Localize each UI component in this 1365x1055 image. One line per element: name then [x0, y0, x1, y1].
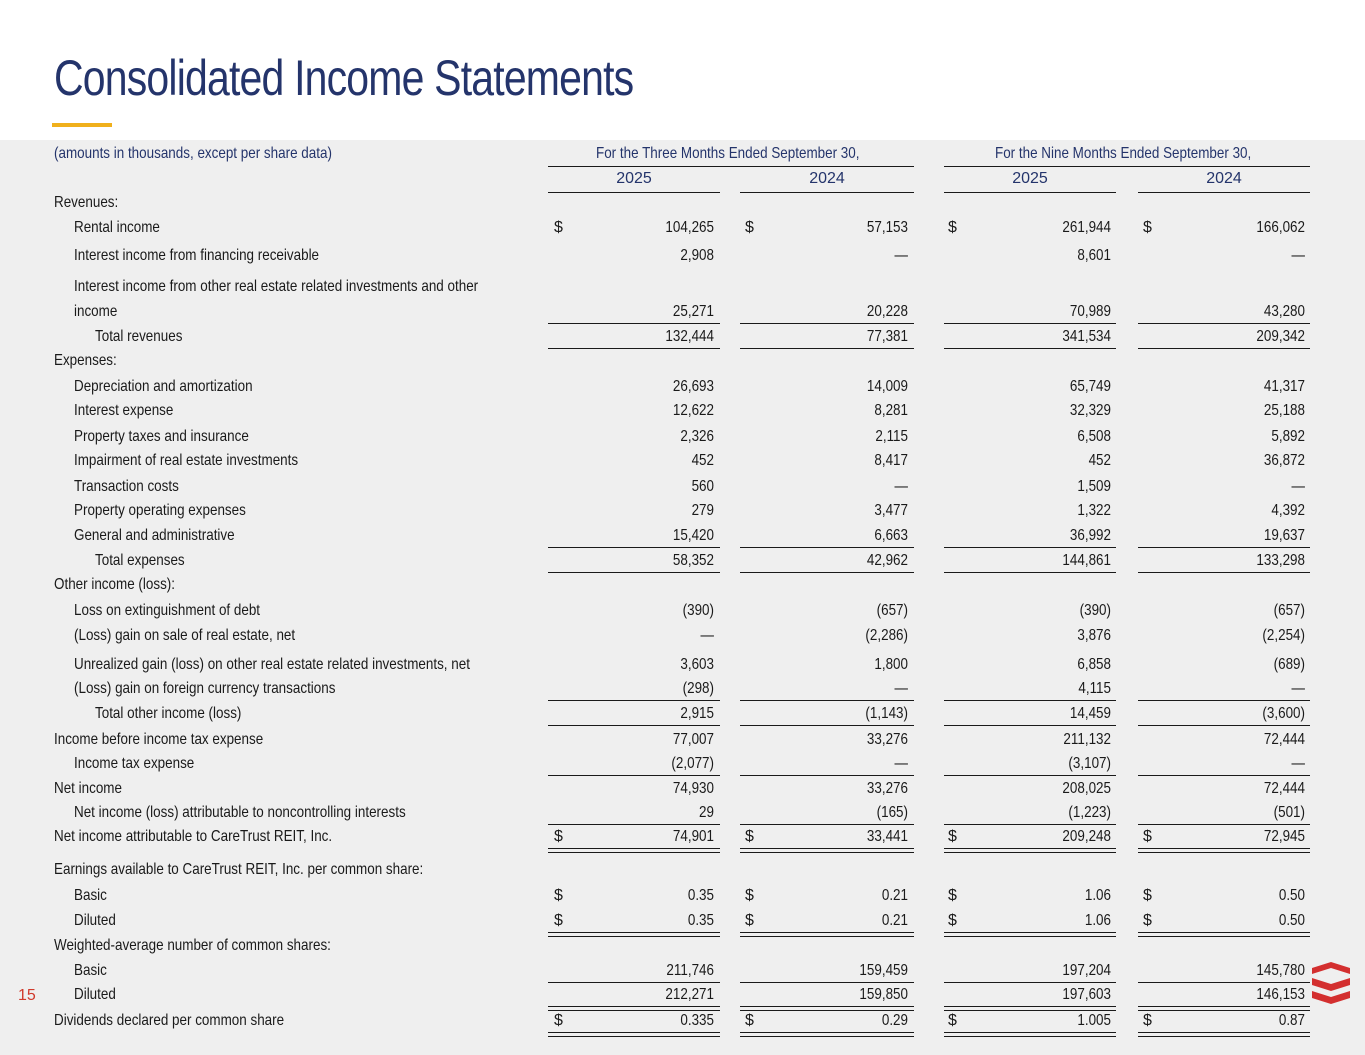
cell-value: 3,477: [874, 502, 908, 519]
cell-value: 2,115: [875, 428, 908, 445]
cell-value: —: [894, 247, 908, 264]
underline: [944, 775, 1116, 776]
table-row: [0, 550, 1365, 572]
double-underline: [944, 1006, 1116, 1011]
year-col-2: 2024: [809, 170, 845, 187]
cell-value: 166,062: [1256, 219, 1305, 236]
cell-value: 12,622: [672, 402, 714, 419]
double-underline: [1138, 1032, 1310, 1037]
cell-value: 208,025: [1062, 780, 1111, 797]
table-row: [0, 600, 1365, 622]
row-label-property-operating-expenses: Property operating expenses: [74, 502, 246, 519]
cell-value: 209,342: [1256, 328, 1305, 345]
underline: [1138, 775, 1310, 776]
cell-value: (3,600): [1262, 705, 1305, 722]
cell-value: 3,603: [680, 656, 714, 673]
cell-value: 197,603: [1062, 986, 1111, 1003]
cell-value: 8,601: [1077, 247, 1111, 264]
cell-value: (689): [1273, 656, 1305, 673]
cell-value: 1,509: [1077, 478, 1111, 495]
table-row: [0, 426, 1365, 448]
table-row: [0, 350, 1365, 372]
cell-value: 57,153: [866, 219, 908, 236]
table-row: [0, 245, 1365, 267]
cell-value: 133,298: [1256, 552, 1305, 569]
cell-value: 25,271: [672, 303, 714, 320]
cell-value: 74,901: [672, 828, 714, 845]
table-row: [0, 276, 1365, 298]
row-label-total-other-income-loss: Total other income (loss): [95, 705, 242, 722]
row-label-interest-expense: Interest expense: [74, 402, 174, 419]
cell-value: 19,637: [1263, 527, 1305, 544]
underline: [548, 824, 720, 825]
cell-value: 2,326: [680, 428, 714, 445]
title-accent-bar: [52, 123, 112, 127]
cell-value: 3,876: [1077, 627, 1111, 644]
cell-value: 36,872: [1263, 452, 1305, 469]
table-row: [0, 574, 1365, 596]
cell-value: (2,286): [865, 627, 908, 644]
currency-symbol: $: [554, 887, 563, 904]
row-label-other-income-loss: Other income (loss):: [54, 576, 175, 593]
row-label-impairment-of-real-estate-investments: Impairment of real estate investments: [74, 452, 299, 469]
cell-value: —: [894, 680, 908, 697]
row-label-dividends-declared-per-common-share: Dividends declared per common share: [54, 1012, 285, 1029]
underline: [548, 700, 720, 701]
cell-value: 1.06: [1084, 912, 1111, 929]
cell-value: 0.21: [881, 912, 908, 929]
underline: [944, 725, 1116, 726]
row-label-total-revenues: Total revenues: [95, 328, 183, 345]
double-underline: [1138, 1006, 1310, 1011]
double-underline: [944, 848, 1116, 853]
double-underline: [740, 1006, 914, 1011]
cell-value: 26,693: [672, 378, 714, 395]
row-label-revenues: Revenues:: [54, 194, 119, 211]
cell-value: 1,322: [1077, 502, 1111, 519]
row-label-general-and-administrative: General and administrative: [74, 527, 235, 544]
table-row: [0, 885, 1365, 907]
underline: [548, 348, 720, 349]
cell-value: 341,534: [1062, 328, 1111, 345]
cell-value: 33,276: [866, 731, 908, 748]
underline: [548, 547, 720, 548]
underline: [944, 824, 1116, 825]
row-label-expenses: Expenses:: [54, 352, 117, 369]
cell-value: —: [1291, 680, 1305, 697]
underline: [740, 700, 914, 701]
cell-value: 212,271: [665, 986, 714, 1003]
cell-value: (501): [1273, 804, 1305, 821]
underline: [944, 700, 1116, 701]
table-row: [0, 500, 1365, 522]
underline: [548, 572, 720, 573]
table-row: [0, 376, 1365, 398]
cell-value: (390): [1079, 602, 1111, 619]
underline: [1138, 700, 1310, 701]
currency-symbol: $: [745, 887, 754, 904]
cell-value: 14,009: [866, 378, 908, 395]
cell-value: 146,153: [1256, 986, 1305, 1003]
currency-symbol: $: [948, 1012, 957, 1029]
cell-value: 33,276: [866, 780, 908, 797]
table-row: [0, 826, 1365, 848]
underline: [740, 547, 914, 548]
units-note: (amounts in thousands, except per share data): [54, 145, 332, 162]
row-label-interest-income-from-financing-receivable: Interest income from financing receivable: [74, 247, 320, 264]
period-nine-months: For the Nine Months Ended September 30,: [995, 145, 1252, 162]
cell-value: 132,444: [665, 328, 714, 345]
cell-value: 452: [691, 452, 714, 469]
cell-value: —: [894, 755, 908, 772]
cell-value: —: [1291, 478, 1305, 495]
double-underline: [548, 848, 720, 853]
currency-symbol: $: [554, 1012, 563, 1029]
table-row: [0, 753, 1365, 775]
double-underline: [740, 932, 914, 937]
row-label-income: income: [74, 303, 118, 320]
row-label-loss-gain-on-foreign-currency-transactions: (Loss) gain on foreign currency transactions: [74, 680, 336, 697]
cell-value: 1.06: [1084, 887, 1111, 904]
double-underline: [548, 932, 720, 937]
table-row: [0, 935, 1365, 957]
table-row: [0, 654, 1365, 676]
cell-value: (390): [682, 602, 714, 619]
currency-symbol: $: [745, 828, 754, 845]
underline: [548, 323, 720, 324]
cell-value: —: [1291, 247, 1305, 264]
row-label-loss-gain-on-sale-of-real-estate-net: (Loss) gain on sale of real estate, net: [74, 627, 296, 644]
cell-value: —: [1291, 755, 1305, 772]
cell-value: 0.50: [1278, 887, 1305, 904]
currency-symbol: $: [745, 1012, 754, 1029]
table-row: [0, 450, 1365, 472]
row-label-basic: Basic: [74, 962, 107, 979]
cell-value: 72,945: [1263, 828, 1305, 845]
underline: [1138, 348, 1310, 349]
cell-value: 72,444: [1263, 780, 1305, 797]
currency-symbol: $: [1143, 887, 1152, 904]
underline: [1138, 725, 1310, 726]
cell-value: 6,858: [1077, 656, 1111, 673]
currency-symbol: $: [554, 828, 563, 845]
cell-value: 77,381: [866, 328, 908, 345]
cell-value: 0.21: [881, 887, 908, 904]
row-label-net-income-attributable-to-caretrust-reit-inc: Net income attributable to CareTrust REIT, Inc.: [54, 828, 333, 845]
cell-value: 0.35: [687, 887, 714, 904]
underline: [944, 323, 1116, 324]
double-underline: [548, 1006, 720, 1011]
cell-value: (298): [682, 680, 714, 697]
cell-value: 58,352: [672, 552, 714, 569]
cell-value: 6,508: [1077, 428, 1111, 445]
cell-value: 159,459: [859, 962, 908, 979]
table-row: [0, 192, 1365, 214]
underline: [548, 775, 720, 776]
row-label-depreciation-and-amortization: Depreciation and amortization: [74, 378, 253, 395]
cell-value: (657): [876, 602, 908, 619]
cell-value: 279: [691, 502, 714, 519]
cell-value: 0.50: [1278, 912, 1305, 929]
underline: [1138, 547, 1310, 548]
currency-symbol: $: [948, 828, 957, 845]
underline: [740, 572, 914, 573]
underline: [548, 982, 720, 983]
double-underline: [944, 932, 1116, 937]
cell-value: (1,143): [865, 705, 908, 722]
table-row: [0, 525, 1365, 547]
table-row: [0, 301, 1365, 323]
table-row: [0, 400, 1365, 422]
underline: [740, 348, 914, 349]
cell-value: 144,861: [1062, 552, 1111, 569]
cell-value: 65,749: [1069, 378, 1111, 395]
underline: [1138, 824, 1310, 825]
underline: [740, 824, 914, 825]
cell-value: 1,800: [874, 656, 908, 673]
cell-value: 0.335: [680, 1012, 714, 1029]
cell-value: 14,459: [1069, 705, 1111, 722]
currency-symbol: $: [745, 912, 754, 929]
cell-value: 2,915: [680, 705, 714, 722]
currency-symbol: $: [1143, 828, 1152, 845]
double-underline: [740, 848, 914, 853]
row-label-rental-income: Rental income: [74, 219, 160, 236]
cell-value: (1,223): [1068, 804, 1111, 821]
underline: [944, 572, 1116, 573]
cell-value: 209,248: [1062, 828, 1111, 845]
cell-value: (3,107): [1068, 755, 1111, 772]
period-three-underline: [548, 166, 914, 167]
row-label-net-income-loss-attributable-to-noncontrolling-interests: Net income (loss) attributable to noncontrolling interests: [74, 804, 406, 821]
cell-value: (2,077): [671, 755, 714, 772]
cell-value: 211,746: [666, 962, 714, 979]
cell-value: 4,115: [1078, 680, 1111, 697]
currency-symbol: $: [554, 219, 563, 236]
underline: [944, 348, 1116, 349]
table-row: [0, 859, 1365, 881]
table-header-years: [0, 168, 1365, 190]
row-label-income-tax-expense: Income tax expense: [74, 755, 195, 772]
cell-value: 0.87: [1278, 1012, 1305, 1029]
cell-value: 77,007: [672, 731, 714, 748]
cell-value: 41,317: [1263, 378, 1305, 395]
underline: [740, 725, 914, 726]
currency-symbol: $: [745, 219, 754, 236]
row-label-earnings-available-to-caretrust-reit-inc-per-common-share: Earnings available to CareTrust REIT, Inc. per common share:: [54, 861, 424, 878]
underline: [944, 547, 1116, 548]
currency-symbol: $: [1143, 912, 1152, 929]
cell-value: 6,663: [874, 527, 908, 544]
row-label-weighted-average-number-of-common-shares: Weighted-average number of common shares:: [54, 937, 331, 954]
table-row: [0, 802, 1365, 824]
table-row: [0, 778, 1365, 800]
row-label-transaction-costs: Transaction costs: [74, 478, 179, 495]
table-row: [0, 910, 1365, 932]
cell-value: 5,892: [1271, 428, 1305, 445]
cell-value: 560: [691, 478, 714, 495]
company-logo-icon: [1310, 962, 1352, 1008]
cell-value: —: [894, 478, 908, 495]
underline: [1138, 323, 1310, 324]
underline: [548, 725, 720, 726]
currency-symbol: $: [1143, 219, 1152, 236]
year-col-3: 2025: [1012, 170, 1048, 187]
row-label-property-taxes-and-insurance: Property taxes and insurance: [74, 428, 249, 445]
row-label-unrealized-gain-loss-on-other-real-estate-related-investments-net: Unrealized gain (loss) on other real estate related investments, net: [74, 656, 470, 673]
period-nine-underline: [944, 166, 1310, 167]
row-label-basic: Basic: [74, 887, 107, 904]
page-title: Consolidated Income Statements: [54, 50, 634, 106]
row-label-total-expenses: Total expenses: [95, 552, 185, 569]
cell-value: 29: [699, 804, 714, 821]
table-row: [0, 326, 1365, 348]
cell-value: —: [700, 627, 714, 644]
table-row: [0, 678, 1365, 700]
double-underline: [1138, 932, 1310, 937]
underline: [740, 982, 914, 983]
table-row: [0, 625, 1365, 647]
double-underline: [1138, 848, 1310, 853]
cell-value: (657): [1273, 602, 1305, 619]
underline: [1138, 982, 1310, 983]
cell-value: 15,420: [672, 527, 714, 544]
cell-value: 0.29: [881, 1012, 908, 1029]
cell-value: 32,329: [1069, 402, 1111, 419]
double-underline: [548, 1032, 720, 1037]
cell-value: 261,944: [1062, 219, 1111, 236]
cell-value: 74,930: [672, 780, 714, 797]
table-row: [0, 1010, 1365, 1032]
cell-value: 25,188: [1263, 402, 1305, 419]
cell-value: 20,228: [866, 303, 908, 320]
cell-value: 8,281: [874, 402, 908, 419]
cell-value: 43,280: [1263, 303, 1305, 320]
cell-value: 72,444: [1263, 731, 1305, 748]
double-underline: [740, 1032, 914, 1037]
cell-value: 145,780: [1256, 962, 1305, 979]
currency-symbol: $: [948, 219, 957, 236]
cell-value: 42,962: [866, 552, 908, 569]
cell-value: 197,204: [1062, 962, 1111, 979]
cell-value: 8,417: [874, 452, 908, 469]
cell-value: 211,132: [1063, 731, 1111, 748]
underline: [740, 323, 914, 324]
currency-symbol: $: [554, 912, 563, 929]
row-label-loss-on-extinguishment-of-debt: Loss on extinguishment of debt: [74, 602, 261, 619]
cell-value: (2,254): [1262, 627, 1305, 644]
currency-symbol: $: [948, 887, 957, 904]
cell-value: 452: [1088, 452, 1111, 469]
table-row: [0, 984, 1365, 1006]
currency-symbol: $: [1143, 1012, 1152, 1029]
cell-value: 1.005: [1077, 1012, 1111, 1029]
underline: [740, 775, 914, 776]
table-row: [0, 217, 1365, 239]
row-label-income-before-income-tax-expense: Income before income tax expense: [54, 731, 264, 748]
table-row: [0, 476, 1365, 498]
currency-symbol: $: [948, 912, 957, 929]
row-label-interest-income-from-other-real-estate-related-investments-and-other: Interest income from other real estate related investments and other: [74, 278, 479, 295]
double-underline: [944, 1032, 1116, 1037]
year-col-4: 2024: [1206, 170, 1242, 187]
cell-value: 0.35: [687, 912, 714, 929]
cell-value: 2,908: [680, 247, 714, 264]
table-row: [0, 729, 1365, 751]
row-label-net-income: Net income: [54, 780, 122, 797]
cell-value: 70,989: [1069, 303, 1111, 320]
table-row: [0, 960, 1365, 982]
underline: [1138, 572, 1310, 573]
cell-value: 159,850: [859, 986, 908, 1003]
cell-value: (165): [876, 804, 908, 821]
cell-value: 36,992: [1069, 527, 1111, 544]
period-three-months: For the Three Months Ended September 30,: [596, 145, 860, 162]
table-row: [0, 703, 1365, 725]
row-label-diluted: Diluted: [74, 986, 116, 1003]
year-col-1: 2025: [616, 170, 652, 187]
table-header-periods: [0, 143, 1365, 165]
cell-value: 33,441: [866, 828, 908, 845]
page-number: 15: [18, 987, 36, 1004]
cell-value: 4,392: [1271, 502, 1305, 519]
underline: [944, 982, 1116, 983]
row-label-diluted: Diluted: [74, 912, 116, 929]
cell-value: 104,265: [665, 219, 714, 236]
